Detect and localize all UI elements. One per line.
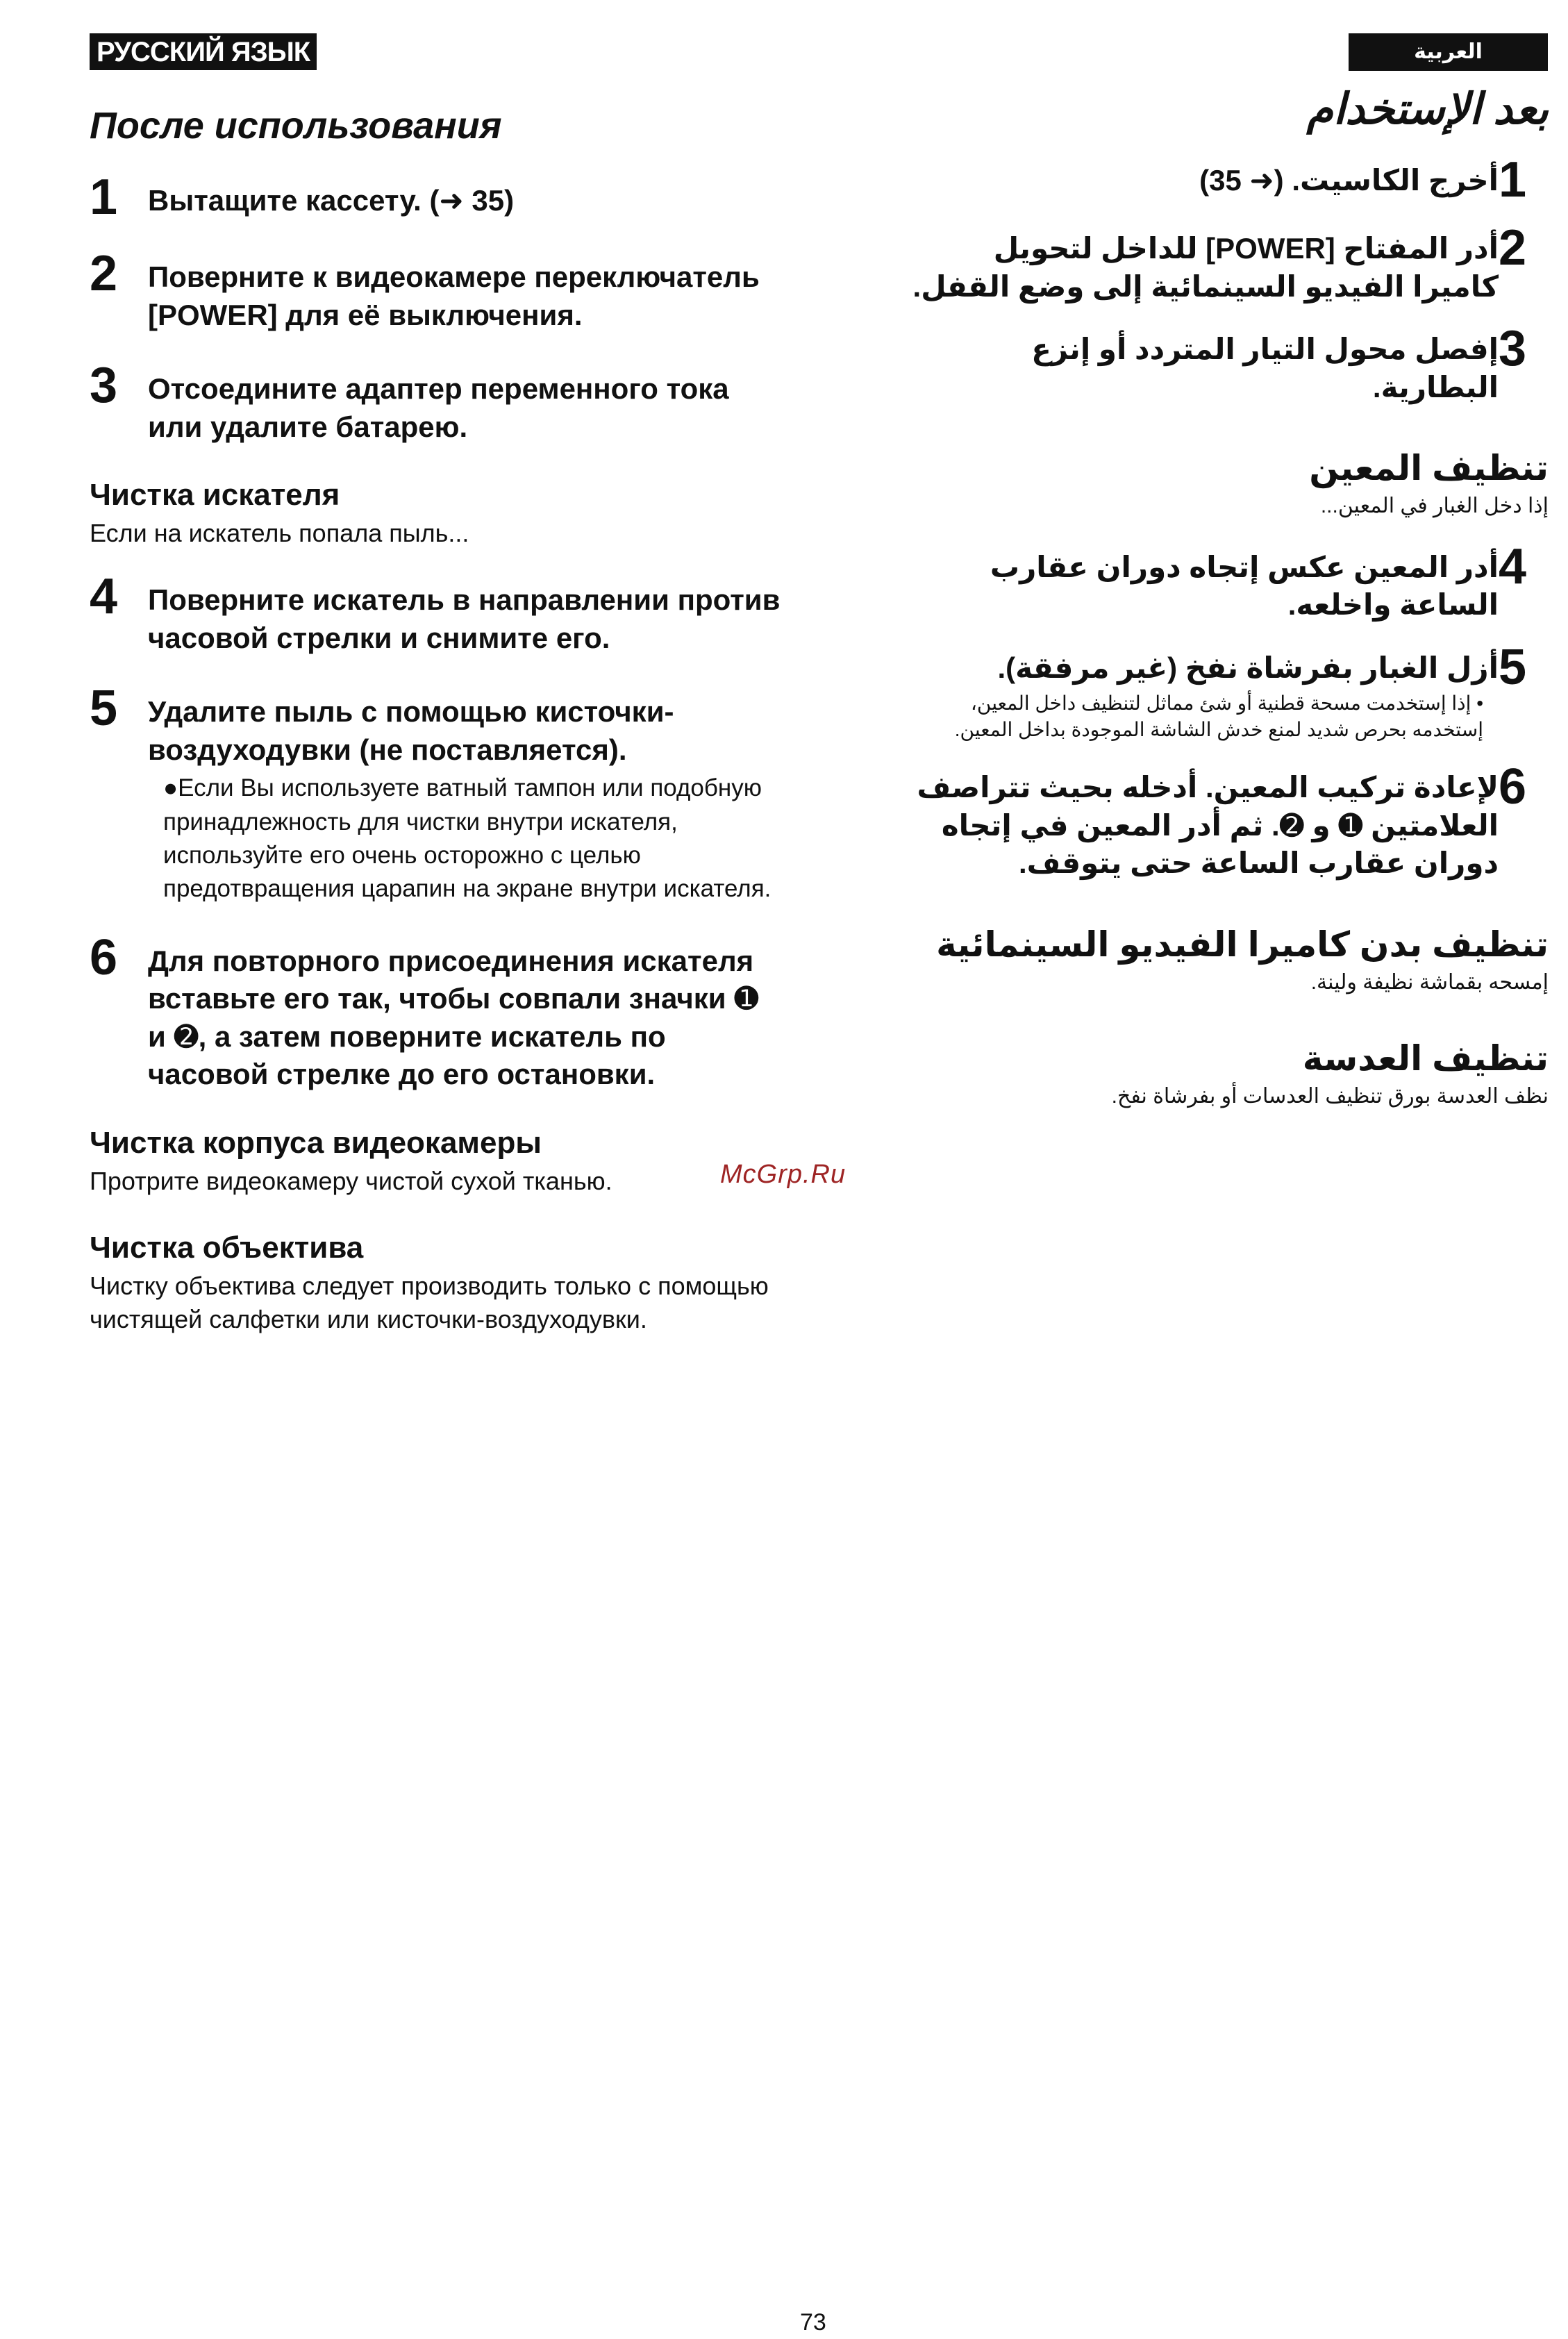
step-text: أدر المفتاح [POWER] للداخل لتحويل كاميرا الفيديو السينمائية إلى وضع القفل. [912, 232, 1499, 303]
section-heading-body-cleaning: Чистка корпуса видеокамеры [90, 1125, 542, 1160]
step-2-arabic [910, 220, 1549, 306]
step-text: Удалите пыль с помощью кисточки-воздуходувки (не поставляется). [148, 695, 674, 766]
arabic-column [910, 83, 1549, 1132]
step-6-arabic [910, 758, 1549, 883]
page-title-arabic: بعد الإستخدام [1306, 85, 1549, 133]
step-5 [90, 683, 784, 906]
step-text: Вытащите кассету. (➜ 35) [148, 184, 515, 217]
step-text: Для повторного присоединения искателя вставьте его так, чтобы совпали значки ➊ и ➋, а затем поверните искатель по часовой стрелке до его остановки. [148, 944, 759, 1091]
section-heading-finder: Чистка искателя [90, 478, 340, 513]
step-number: 1 [1499, 152, 1527, 208]
step-1-arabic [910, 152, 1549, 208]
step-text: Поверните к видеокамере переключатель [POWER] для её выключения. [148, 260, 760, 331]
step-note: ●Если Вы используете ватный тампон или подобную принадлежность для чистки внутри искателя, используйте его очень осторожно с целью предотвращения царапин на экране внутри искателя. [163, 774, 772, 903]
section-text-lens-cleaning-arabic: نظف العدسة بورق تنظيف العدسات أو بفرشاة نفخ. [1111, 1085, 1549, 1108]
step-number: 6 [1499, 758, 1527, 815]
step-text: أزل الغبار بفرشاة نفخ (غير مرفقة). [997, 651, 1499, 685]
section-intro-finder-arabic: إذا دخل الغبار في المعين... [1320, 494, 1549, 518]
step-1 [90, 169, 784, 225]
step-text: لإعادة تركيب المعين. أدخله بحيث تتراصف العلامتين ➊ و ➋. ثم أدر المعين في إتجاه دوران عقارب الساعة حتى يتوقف. [917, 770, 1499, 880]
section-heading-lens-cleaning-arabic: تنظيف العدسة [1302, 1039, 1549, 1079]
section-text-body-cleaning: Протрите видеокамеру чистой сухой тканью. [90, 1166, 612, 1195]
step-number: 2 [1499, 220, 1527, 276]
step-text: أدر المعين عكس إتجاه دوران عقارب الساعة واخلعه. [990, 550, 1499, 622]
section-intro-finder: Если на искатель попала пыль... [90, 519, 469, 548]
step-text: Поверните искатель в направлении против часовой стрелки и снимите его. [148, 583, 781, 654]
russian-column [90, 104, 784, 1358]
section-heading-finder-arabic: تنظيف المعين [1309, 449, 1549, 488]
section-heading-body-cleaning-arabic: تنظيف بدن كاميرا الفيديو السينمائية [936, 924, 1549, 964]
language-tag-russian: РУССКИЙ ЯЗЫК [90, 33, 317, 70]
step-text: أخرج الكاسيت. (➜ 35) [1199, 164, 1499, 197]
step-number: 5 [90, 681, 118, 737]
page-number: 73 [800, 2309, 826, 2336]
step-number: 6 [90, 929, 118, 985]
step-number: 1 [90, 169, 118, 225]
step-number: 2 [90, 246, 118, 301]
step-3 [90, 360, 784, 446]
language-tag-arabic: العربية [1349, 33, 1548, 71]
step-number: 5 [1499, 640, 1527, 696]
watermark: McGrp.Ru [720, 1160, 846, 1189]
section-text-lens-cleaning: Чистку объектива следует производить только с помощью чистящей салфетки или кисточки-воздуходувки. [90, 1271, 769, 1334]
step-4 [90, 568, 784, 657]
step-5-arabic [910, 642, 1549, 744]
step-4-arabic [910, 538, 1549, 624]
step-number: 4 [1499, 538, 1527, 594]
step-3-arabic [910, 321, 1549, 406]
step-6 [90, 929, 784, 1094]
section-heading-lens-cleaning: Чистка объектива [90, 1230, 364, 1265]
step-note: • إذا إستخدمت مسحة قطنية أو شئ مماثل لتنظيف داخل المعين، إستخدمه بحرص شديد لمنع خدش الشاشة الموجودة بداخل المعين. [954, 692, 1483, 741]
step-number: 3 [90, 358, 118, 414]
section-text-body-cleaning-arabic: إمسحه بقماشة نظيفة ولينة. [1310, 970, 1549, 994]
step-text: إفصل محول التيار المتردد أو إنزع البطارية. [1031, 333, 1499, 403]
page-title: После использования [90, 105, 502, 147]
step-text: Отсоедините адаптер переменного тока или удалите батарею. [148, 372, 729, 443]
step-2 [90, 246, 784, 334]
step-number: 4 [90, 568, 118, 624]
step-number: 3 [1499, 321, 1527, 377]
